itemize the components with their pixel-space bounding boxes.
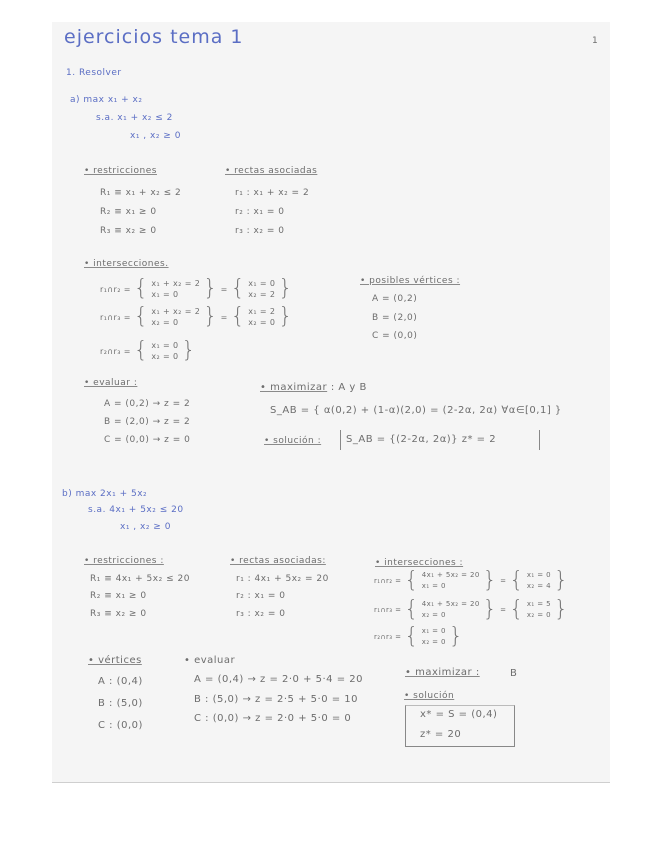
eq-line: x₁ = 0 <box>151 341 179 350</box>
label: r₁∩r₂ = <box>100 284 131 294</box>
label: r₂∩r₃ = <box>100 346 131 356</box>
b-vertex: C : (0,0) <box>98 720 143 731</box>
section-heading: 1. Resolver <box>66 68 122 78</box>
b-solucion-line: z* = 20 <box>420 729 462 740</box>
eq-line: x₁ + x₂ = 2 <box>151 307 201 316</box>
value: : A y B <box>330 382 367 393</box>
a-solucion-value: S_AB = {(2-2α, 2α)} z* = 2 <box>346 434 497 445</box>
b-vertex: B : (5,0) <box>98 698 143 709</box>
eq-line: x₂ = 0 <box>526 611 551 619</box>
b-solucion-heading: • solución <box>404 691 455 701</box>
eq-line: x₂ = 0 <box>151 318 179 327</box>
b-restriccion: R₂ ≡ x₁ ≥ 0 <box>90 591 147 601</box>
a-objective: a) max x₁ + x₂ <box>70 95 143 105</box>
b-interseccion: r₁∩r₃ = { 4x₁ + 5x₂ = 20 x₂ = 0 } = { x₁ = 5 x₂ = 0 } <box>374 597 569 622</box>
a-segment: S_AB = { α(0,2) + (1-α)(2,0) = (2-2α, 2α) ∀α∈[0,1] } <box>270 405 562 416</box>
a-vertex: A = (0,2) <box>372 294 418 304</box>
eq-line: x₁ = 0 <box>248 279 276 288</box>
a-interseccion: r₁∩r₂ = { x₁ + x₂ = 2 x₁ = 0 } = { x₁ = 0 x₂ = 2 } <box>100 276 293 301</box>
a-restriccion: R₂ ≡ x₁ ≥ 0 <box>100 207 157 217</box>
page-title: ejercicios tema 1 <box>64 26 244 48</box>
equals: = <box>500 606 507 614</box>
b-interseccion: r₂∩r₃ = { x₁ = 0 x₂ = 0 } <box>374 624 464 649</box>
b-interseccion: r₁∩r₂ = { 4x₁ + 5x₂ = 20 x₁ = 0 } = { x₁ = 0 x₂ = 4 } <box>374 568 569 593</box>
b-recta: r₂ : x₁ = 0 <box>236 591 286 601</box>
a-recta: r₁ : x₁ + x₂ = 2 <box>235 188 310 198</box>
equals: = <box>220 312 228 322</box>
label: r₂∩r₃ = <box>374 633 402 641</box>
eq-line: x₂ = 2 <box>248 290 276 299</box>
b-nonneg: x₁ , x₂ ≥ 0 <box>120 522 171 532</box>
b-evaluar-heading: • evaluar <box>184 655 236 666</box>
eq-line: x₂ = 0 <box>421 611 446 619</box>
eq-line: x₂ = 0 <box>248 318 276 327</box>
a-vertex: C = (0,0) <box>372 331 418 341</box>
a-restricciones-heading: • restricciones <box>84 166 157 176</box>
eq-line: 4x₁ + 5x₂ = 20 <box>421 571 480 579</box>
eq-line: 4x₁ + 5x₂ = 20 <box>421 600 480 608</box>
a-restriccion: R₃ ≡ x₂ ≥ 0 <box>100 226 157 236</box>
b-eval: B : (5,0) → z = 2·5 + 5·0 = 10 <box>194 694 359 705</box>
b-constraint: s.a. 4x₁ + 5x₂ ≤ 20 <box>88 505 184 515</box>
b-maximizar-heading: • maximizar : <box>405 667 480 678</box>
b-objective: b) max 2x₁ + 5x₂ <box>62 489 148 499</box>
a-intersecciones-heading: • intersecciones. <box>84 259 169 269</box>
eq-line: x₁ + x₂ = 2 <box>151 279 201 288</box>
a-rectas-heading: • rectas asociadas <box>225 166 318 176</box>
a-eval: B = (2,0) → z = 2 <box>104 417 191 427</box>
eq-line: x₁ = 2 <box>248 307 276 316</box>
b-recta: r₃ : x₂ = 0 <box>236 609 286 619</box>
eq-line: x₁ = 0 <box>421 627 446 635</box>
a-solucion-heading: • solución : <box>264 436 322 446</box>
b-rectas-heading: • rectas asociadas: <box>230 556 326 566</box>
a-interseccion: r₁∩r₃ = { x₁ + x₂ = 2 x₂ = 0 } = { x₁ = 2 x₂ = 0 } <box>100 304 293 329</box>
eq-line: x₁ = 0 <box>526 571 551 579</box>
a-maximizar <box>260 382 367 393</box>
a-recta: r₂ : x₁ = 0 <box>235 207 285 217</box>
b-restriccion: R₁ ≡ 4x₁ + 5x₂ ≤ 20 <box>90 574 190 584</box>
a-nonneg: x₁ , x₂ ≥ 0 <box>130 131 181 141</box>
b-solucion-line: x* = S = (0,4) <box>420 709 498 720</box>
b-intersecciones-heading: • intersecciones : <box>375 558 464 568</box>
b-eval: C : (0,0) → z = 2·0 + 5·0 = 0 <box>194 713 352 724</box>
a-constraint: s.a. x₁ + x₂ ≤ 2 <box>96 113 173 123</box>
a-eval: C = (0,0) → z = 0 <box>104 435 191 445</box>
eq-line: x₂ = 0 <box>151 352 179 361</box>
b-restricciones-heading: • restricciones : <box>84 556 164 566</box>
heading: • maximizar <box>260 382 328 393</box>
b-eval: A = (0,4) → z = 2·0 + 5·4 = 20 <box>194 674 364 685</box>
b-restriccion: R₃ ≡ x₂ ≥ 0 <box>90 609 147 619</box>
a-vertex: B = (2,0) <box>372 313 418 323</box>
a-eval: A = (0,2) → z = 2 <box>104 399 191 409</box>
equals: = <box>220 284 228 294</box>
b-maximizar-value: B <box>510 668 518 679</box>
a-evaluar-heading: • evaluar : <box>84 378 138 388</box>
page-number: 1 <box>592 36 599 46</box>
label: r₁∩r₃ = <box>100 312 131 322</box>
a-vertices-heading: • posibles vértices : <box>360 276 461 286</box>
a-recta: r₃ : x₂ = 0 <box>235 226 285 236</box>
label: r₁∩r₃ = <box>374 606 402 614</box>
eq-line: x₂ = 4 <box>526 582 551 590</box>
a-restriccion: R₁ ≡ x₁ + x₂ ≤ 2 <box>100 188 182 198</box>
equals: = <box>500 577 507 585</box>
b-vertex: A : (0,4) <box>98 676 143 687</box>
eq-line: x₁ = 5 <box>526 600 551 608</box>
eq-line: x₂ = 0 <box>421 638 446 646</box>
b-recta: r₁ : 4x₁ + 5x₂ = 20 <box>236 574 329 584</box>
eq-line: x₁ = 0 <box>151 290 179 299</box>
b-vertices-heading: • vértices <box>88 655 142 666</box>
a-interseccion: r₂∩r₃ = { x₁ = 0 x₂ = 0 } <box>100 338 196 363</box>
eq-line: x₁ = 0 <box>421 582 446 590</box>
label: r₁∩r₂ = <box>374 577 402 585</box>
